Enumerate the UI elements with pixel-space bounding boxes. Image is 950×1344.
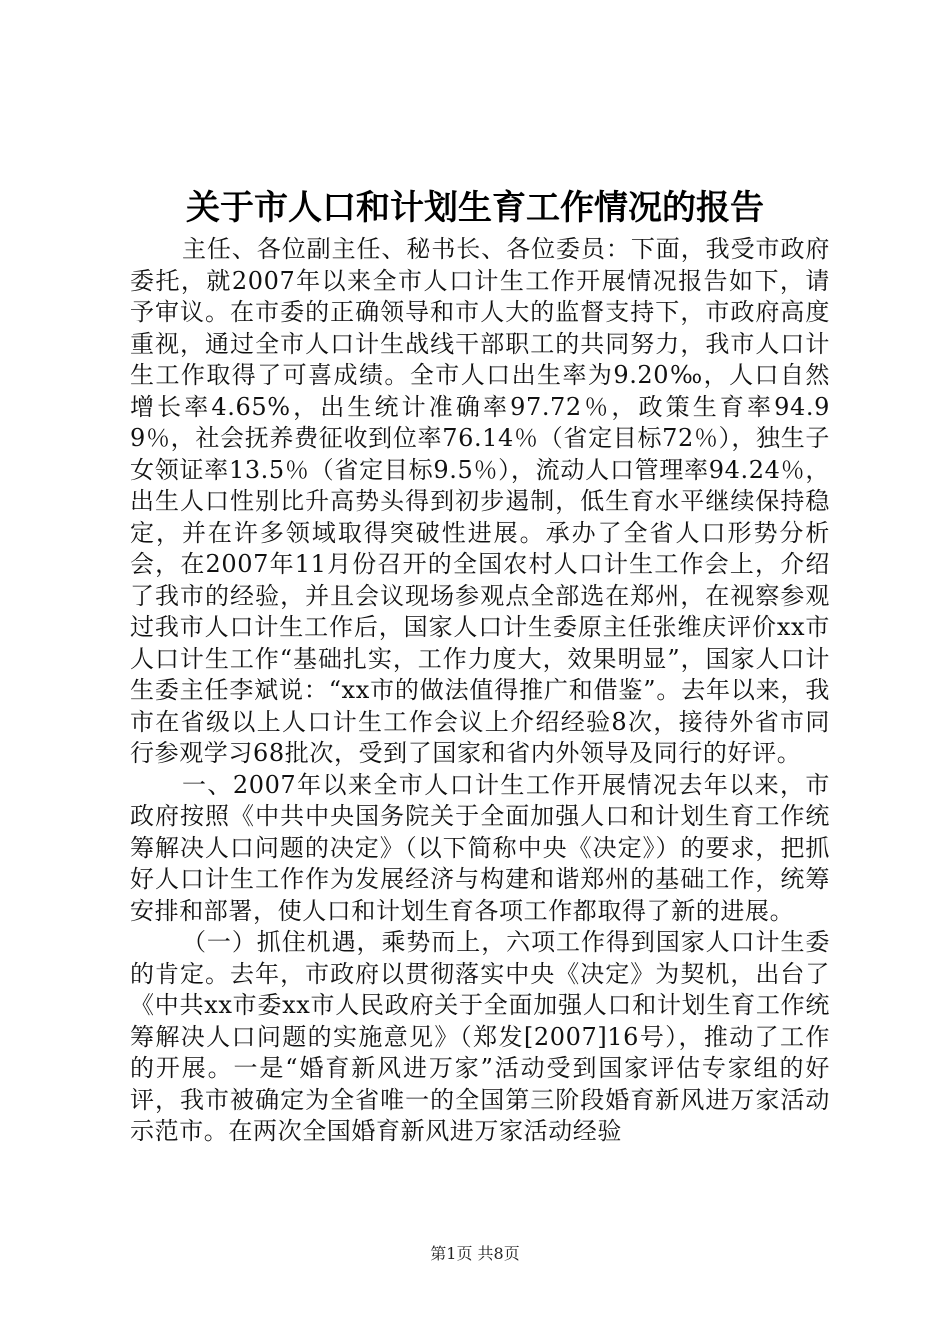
paragraph-section-one: 一、2007年以来全市人口计生工作开展情况去年以来，市政府按照《中共中央国务院关于全面加强人口和计划生育工作统筹解决人口问题的决定》（以下简称中央《决定》）的要求，把抓好人口计生工作作为发展经济与构建和谐郑州的基础工作，统筹安排和部署，使人口和计划生育各项工作都取得了新的进展。 <box>130 770 830 925</box>
paragraph-subsection-one: （一）抓住机遇，乘势而上，六项工作得到国家人口计生委的肯定。去年，市政府以贯彻落实中央《决定》为契机，出台了《中共xx市委xx市人民政府关于全面加强人口和计划生育工作统筹解决人口问题的实施意见》（郑发[2007]16号），推动了工作的开展。一是“婚育新风进万家”活动受到国家评估专家组的好评，我市被确定为全省唯一的全国第三阶段婚育新风进万家活动示范市。在两次全国婚育新风进万家活动经验 <box>130 928 830 1145</box>
page-footer: 第1页 共8页 <box>430 1244 520 1263</box>
document-title: 关于市人口和计划生育工作情况的报告 <box>186 188 764 228</box>
paragraph-intro: 主任、各位副主任、秘书长、各位委员：下面，我受市政府委托，就2007年以来全市人口计生工作开展情况报告如下，请予审议。在市委的正确领导和市人大的监督支持下，市政府高度重视，通过全市人口计生战线干部职工的共同努力，我市人口计生工作取得了可喜成绩。全市人口出生率为9.20‰，人口自然增长率4.65%，出生统计准确率97.72％，政策生育率94.99％，社会抚养费征收到位率76.14％（省定目标72％），独生子女领证率13.5％（省定目标9.5％），流动人口管理率94.24％，出生人口性别比升高势头得到初步遏制，低生育水平继续保持稳定，并在许多领域取得突破性进展。承办了全省人口形势分析会，在2007年11月份召开的全国农村人口计生工作会上，介绍了我市的经验，并且会议现场参观点全部选在郑州，在视察参观过我市人口计生工作后，国家人口计生委原主任张维庆评价xx市人口计生工作“基础扎实，工作力度大，效果明显”，国家人口计生委主任李斌说：“xx市的做法值得推广和借鉴”。去年以来，我市在省级以上人口计生工作会议上介绍经验8次，接待外省市同行参观学习68批次，受到了国家和省内外领导及同行的好评。 <box>130 235 830 767</box>
document-body <box>130 234 830 1148</box>
